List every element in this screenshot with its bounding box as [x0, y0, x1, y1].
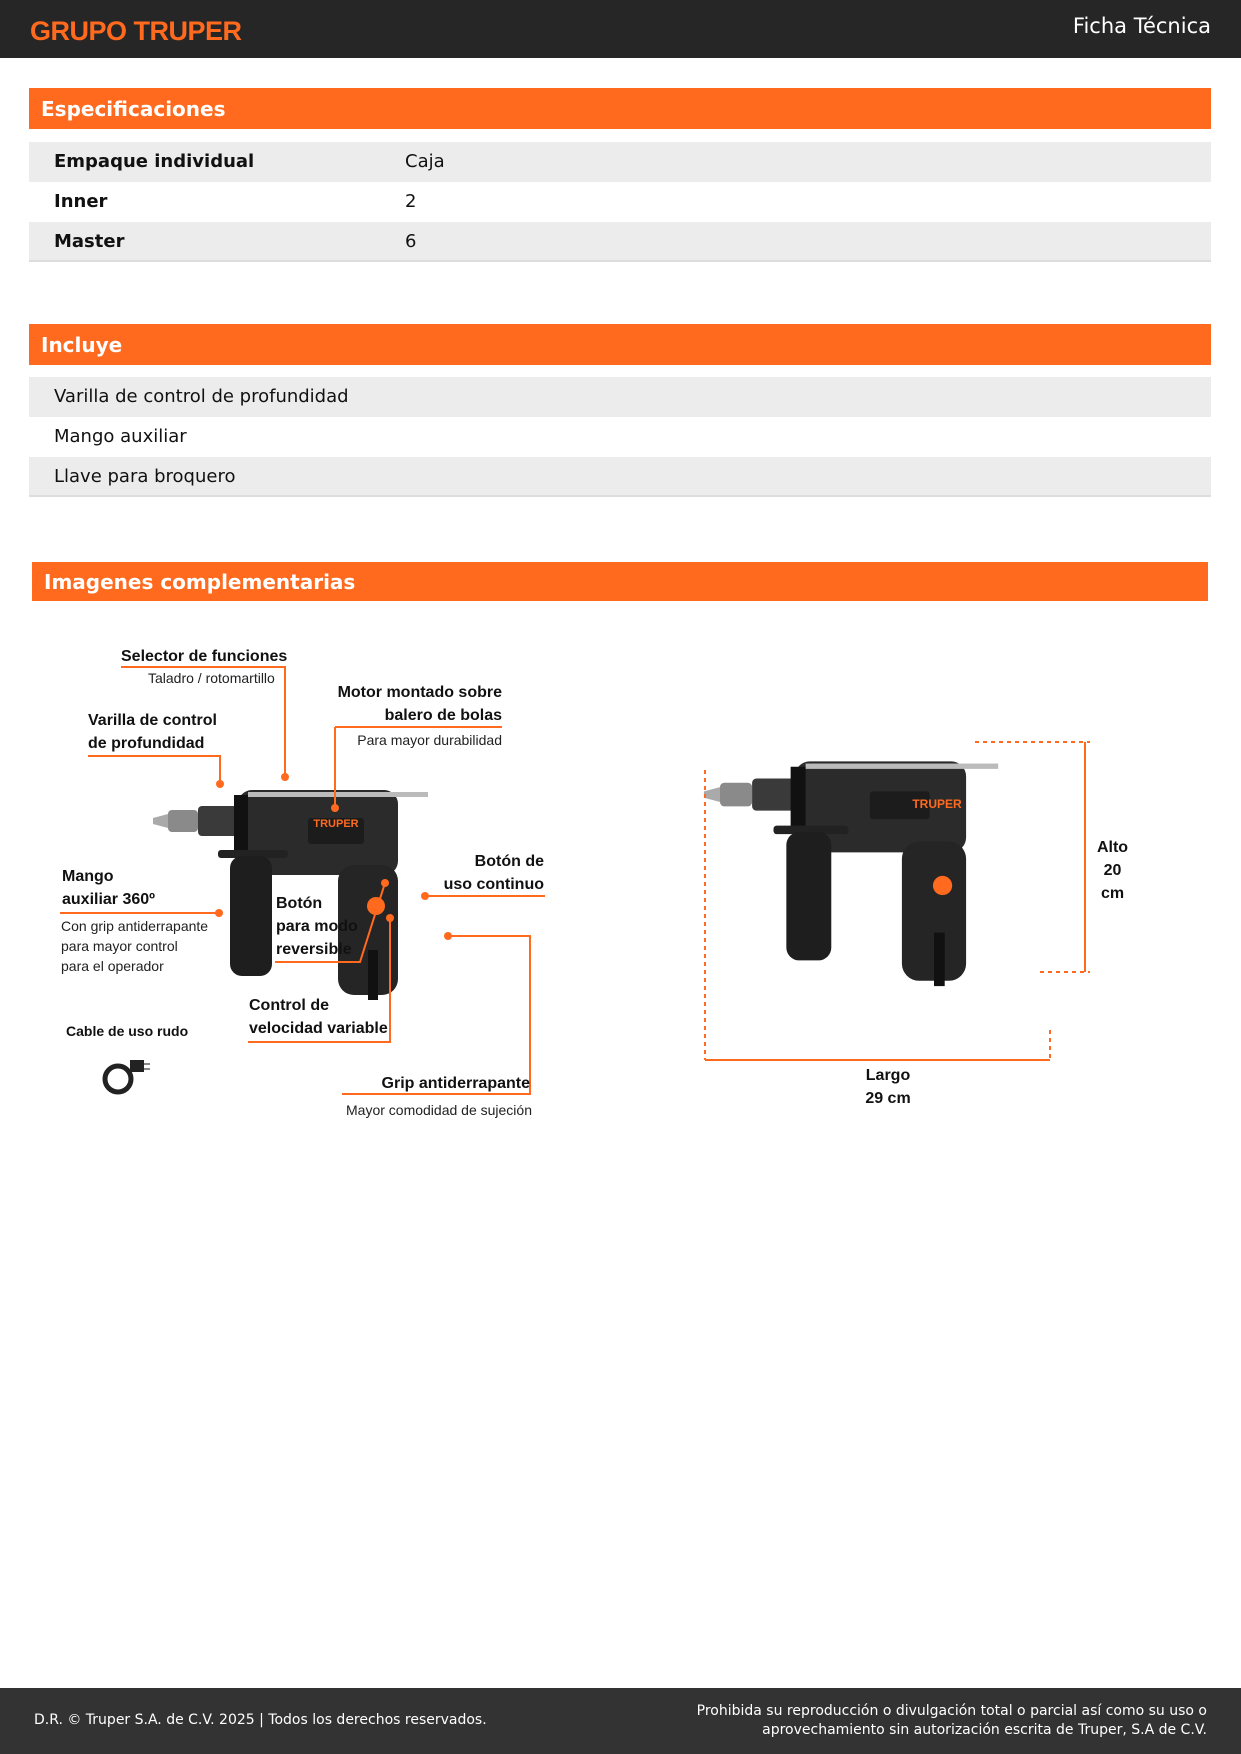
dimension-length: [848, 1064, 928, 1110]
include-item: Mango auxiliar: [54, 426, 187, 447]
line: Motor montado sobre: [337, 684, 502, 701]
feature-grip-sub: Mayor comodidad de sujeción: [346, 1102, 532, 1118]
line: uso continuo: [443, 876, 544, 893]
line: Con grip antiderrapante: [61, 918, 209, 934]
specs-section-title: Especificaciones: [29, 88, 1211, 129]
feature-motor-sub: Para mayor durabilidad: [357, 732, 502, 748]
includes-section-title: Incluye: [29, 324, 1211, 365]
feature-selector-sub: Taladro / rotomartillo: [148, 670, 275, 686]
feature-cable-title: Cable de uso rudo: [66, 1023, 189, 1039]
feature-selector-title: Selector de funciones: [121, 648, 288, 665]
spec-value: 6: [405, 231, 417, 252]
line: Alto: [1096, 839, 1129, 856]
footer-copyright: D.R. © Truper S.A. de C.V. 2025 | Todos los derechos reservados.: [34, 1712, 487, 1728]
line: Botón de: [474, 853, 544, 870]
line: 29 cm: [865, 1090, 911, 1107]
line: Botón: [276, 895, 323, 912]
line: Prohibida su reproducción o divulgación total o parcial así como su uso o: [696, 1703, 1207, 1719]
line: 20 cm: [1100, 862, 1125, 902]
feature-control-velocidad-title: [249, 994, 388, 1040]
include-item: Varilla de control de profundidad: [29, 377, 1211, 417]
feature-varilla-title: [88, 709, 217, 755]
document-title: Ficha Técnica: [1072, 14, 1211, 38]
spec-label: Inner: [54, 191, 108, 212]
spec-value: Caja: [405, 151, 445, 172]
images-section-title: Imagenes complementarias: [32, 562, 1208, 601]
brand-logo: GRUPO TRUPER: [30, 16, 242, 46]
line: reversible: [276, 941, 352, 958]
spec-label: Empaque individual: [54, 151, 255, 172]
footer-notice: [697, 1702, 1207, 1740]
footer: [0, 1688, 1241, 1754]
feature-mango-sub: [61, 916, 208, 976]
line: para modo: [276, 918, 358, 935]
feature-boton-reversible-title: [276, 892, 358, 961]
product-brand-text: TRUPER: [912, 797, 962, 811]
line: Varilla de control: [88, 712, 217, 729]
include-item: Llave para broquero: [29, 457, 1211, 497]
line: velocidad variable: [249, 1020, 388, 1037]
drill-image-dimensions: [704, 742, 1090, 1060]
line: para mayor control: [61, 938, 178, 954]
cable-icon: [105, 1060, 150, 1092]
feature-mango-title: [62, 865, 155, 911]
line: Mango: [62, 868, 114, 885]
feature-boton-continuo-title: [400, 850, 544, 896]
product-brand-text: TRUPER: [313, 818, 359, 830]
line: Control de: [249, 997, 329, 1014]
line: para el operador: [61, 958, 164, 974]
spec-value: 2: [405, 191, 417, 212]
line: de profundidad: [88, 735, 205, 752]
dimension-height: [1090, 836, 1135, 905]
feature-grip-title: Grip antiderrapante: [381, 1075, 530, 1092]
feature-motor-title: [300, 681, 502, 727]
line: auxiliar 360º: [62, 891, 156, 908]
line: aprovechamiento sin autorización escrita de Truper, S.A de C.V.: [762, 1722, 1207, 1738]
line: Largo: [865, 1067, 911, 1084]
spec-label: Master: [54, 231, 125, 252]
line: balero de bolas: [384, 707, 502, 724]
